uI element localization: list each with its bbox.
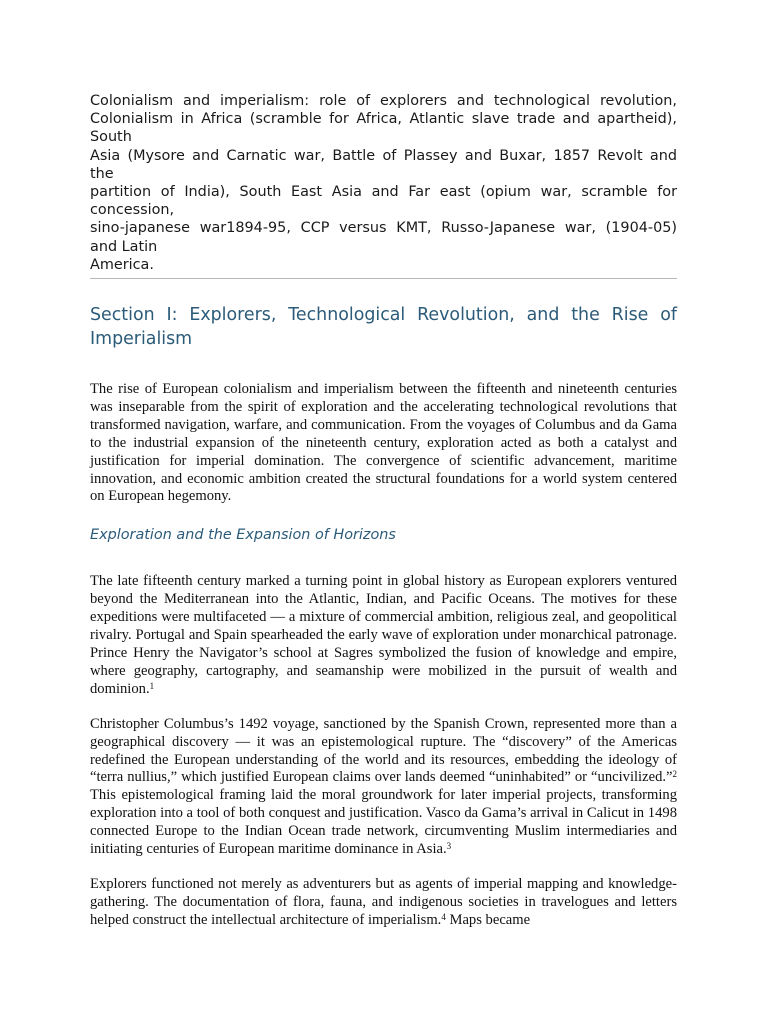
syllabus-line: and Latin (90, 238, 158, 255)
syllabus-line: partition of India), South East Asia and Far east (opium war, scramble for (90, 184, 677, 201)
subsection-heading: Exploration and the Expansion of Horizons (90, 527, 396, 544)
footnote-marker[interactable]: 2 (672, 769, 677, 780)
footnote-marker[interactable]: 3 (446, 841, 452, 852)
paragraph-text: This epistemological framing laid the moral groundwork for later imperial projects, transforming exploration into a tool of both conquest and justification. Vasco da Gama’s arrival in Calicut in 1498 connected Europe to the Indian Ocean trade network, circumventing Muslim intermediaries and initiating centuries of European maritime dominance in Asia. (90, 787, 677, 858)
paragraph-text: Maps became (445, 911, 531, 928)
syllabus-line: the (90, 165, 114, 182)
syllabus-line: sino-japanese war1894-95, CCP versus KMT, Russo-Japanese war, (1904-05) (90, 220, 677, 237)
syllabus-line: Colonialism and imperialism: role of explorers and technological revolution, (90, 93, 677, 109)
syllabus-line: America. (90, 256, 154, 273)
syllabus-line: concession, (90, 202, 175, 219)
syllabus-block (90, 92, 677, 274)
section-heading: Section I: Explorers, Technological Revolution, and the Rise of Imperialism (90, 305, 677, 350)
paragraph-text: The late fifteenth century marked a turning point in global history as European explorers ventured beyond the Mediterranean into the Atlantic, Indian, and Pacific Oceans. The motives for these expeditions were multifaceted — a mixture of commercial ambition, religious zeal, and geopolitical rivalry. Portugal and Spain spearheaded the early wave of exploration under monarchical patronage. Prince Henry the Navigator’s school at Sagres symbolized the fusion of knowledge and empire, where geography, cartography, and seamanship were mobilized in the pursuit of wealth and dominion. (90, 573, 677, 697)
footnote-marker[interactable]: 1 (149, 680, 155, 691)
syllabus-line: Colonialism in Africa (scramble for Africa, Atlantic slave trade and apartheid), (90, 111, 677, 128)
document-page (90, 92, 677, 930)
body-paragraph (90, 573, 677, 698)
body-paragraph (90, 876, 677, 930)
horizontal-divider (90, 278, 677, 279)
syllabus-line: Asia (Mysore and Carnatic war, Battle of Plassey and Buxar, 1857 Revolt and (90, 147, 677, 164)
paragraph-text: Christopher Columbus’s 1492 voyage, sanctioned by the Spanish Crown, represented more than a geographical discovery — it was an epistemological rupture. The “discovery” of the Americas redefined the European understanding of the world and its resources, embedding the ideology of “terra nullius,” which justified European claims over lands deemed “uninhabited” or “uncivilized.” (90, 715, 677, 786)
intro-paragraph: The rise of European colonialism and imperialism between the fifteenth and nineteenth centuries was inseparable from the spirit of exploration and the accelerating technological revolutions that transformed navigation, warfare, and communication. From the voyages of Columbus and da Gama to the industrial expansion of the nineteenth century, exploration acted as both a catalyst and justification for imperial domination. The convergence of scientific advancement, maritime innovation, and economic ambition created the structural foundations for a world system centered on European hegemony. (90, 381, 677, 505)
body-paragraph (90, 716, 677, 859)
paragraph-text: Explorers functioned not merely as adventurers but as agents of imperial mapping and knowledge-gathering. The documentation of flora, fauna, and indigenous societies in travelogues and letters helped construct the intellectual architecture of imperialism. (90, 875, 677, 928)
footnote-marker[interactable]: 4 (441, 911, 446, 922)
syllabus-line: South (90, 129, 132, 146)
